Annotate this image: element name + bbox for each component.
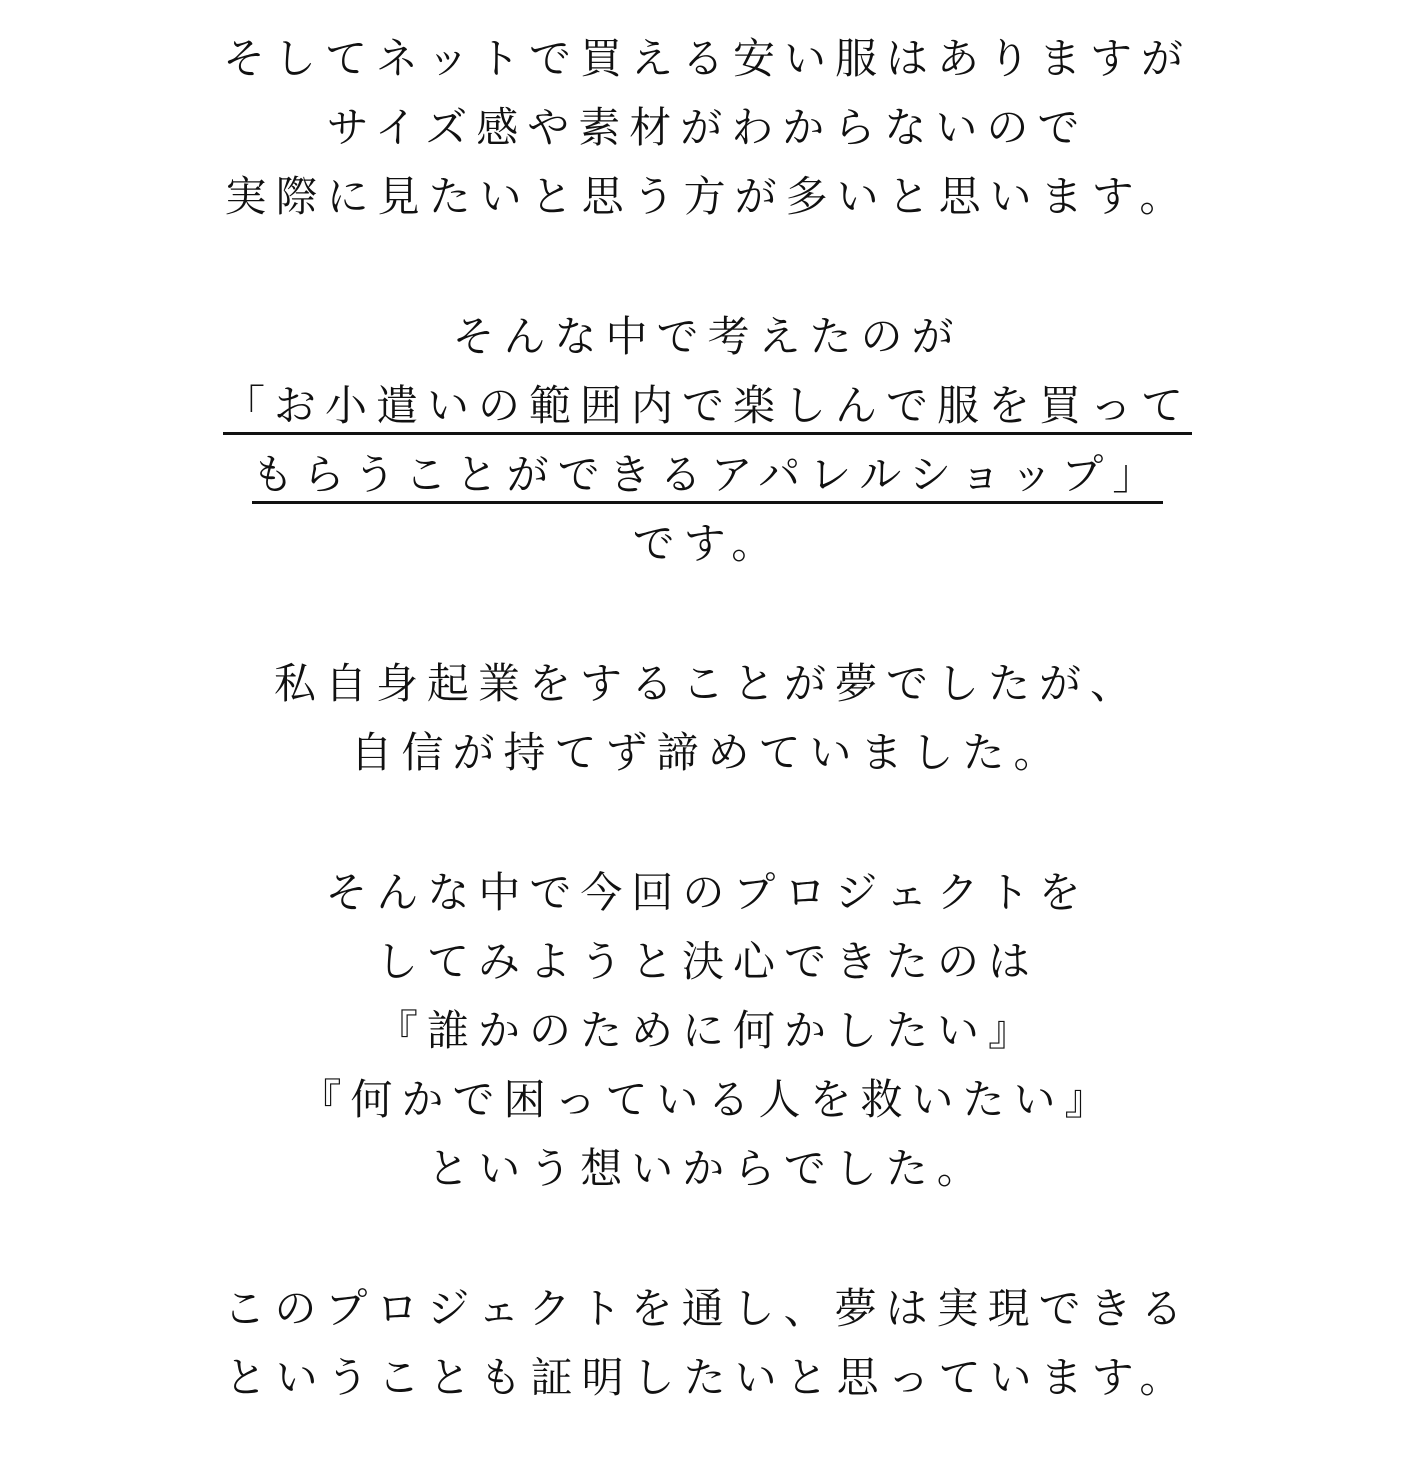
text-line: そんな中で今回のプロジェクトを — [325, 868, 1090, 917]
text-line: 自信が持てず諦めていました。 — [350, 728, 1065, 777]
underlined-text: 「お小遣いの範囲内で楽しんで服を買って — [223, 381, 1192, 435]
highlighted-line — [0, 371, 1415, 440]
paragraph-shop-concept — [0, 302, 1415, 578]
paragraph-spacer — [0, 1203, 1415, 1274]
text-line: という想いからでした。 — [427, 1144, 988, 1193]
text-line: サイズ感や素材がわからないので — [326, 103, 1089, 152]
paragraph-spacer — [0, 231, 1415, 302]
text-line: ということも証明したいと思っています。 — [224, 1353, 1191, 1402]
text-line: です。 — [632, 519, 783, 568]
paragraph-online-clothes — [0, 24, 1415, 231]
text-line: そしてネットで買える安い服はありますが — [222, 34, 1192, 83]
paragraph-proof — [0, 1274, 1415, 1412]
paragraph-dream — [0, 649, 1415, 787]
paragraph-motivation — [0, 858, 1415, 1203]
underlined-text: もらうことができるアパレルショップ」 — [252, 450, 1164, 504]
text-line: 『誰かのために何かしたい』 — [375, 1006, 1039, 1055]
paragraph-spacer — [0, 787, 1415, 858]
text-line: そんな中で考えたのが — [452, 312, 963, 361]
paragraph-spacer — [0, 578, 1415, 649]
text-line: 実際に見たいと思う方が多いと思います。 — [224, 172, 1191, 221]
text-line: このプロジェクトを通し、夢は実現できる — [223, 1284, 1192, 1333]
text-line: してみようと決心できたのは — [375, 937, 1039, 986]
highlighted-line — [0, 440, 1415, 509]
text-line: 『何かで困っている人を救いたい』 — [299, 1075, 1116, 1124]
text-line: 私自身起業をすることが夢でしたが、 — [273, 659, 1141, 708]
